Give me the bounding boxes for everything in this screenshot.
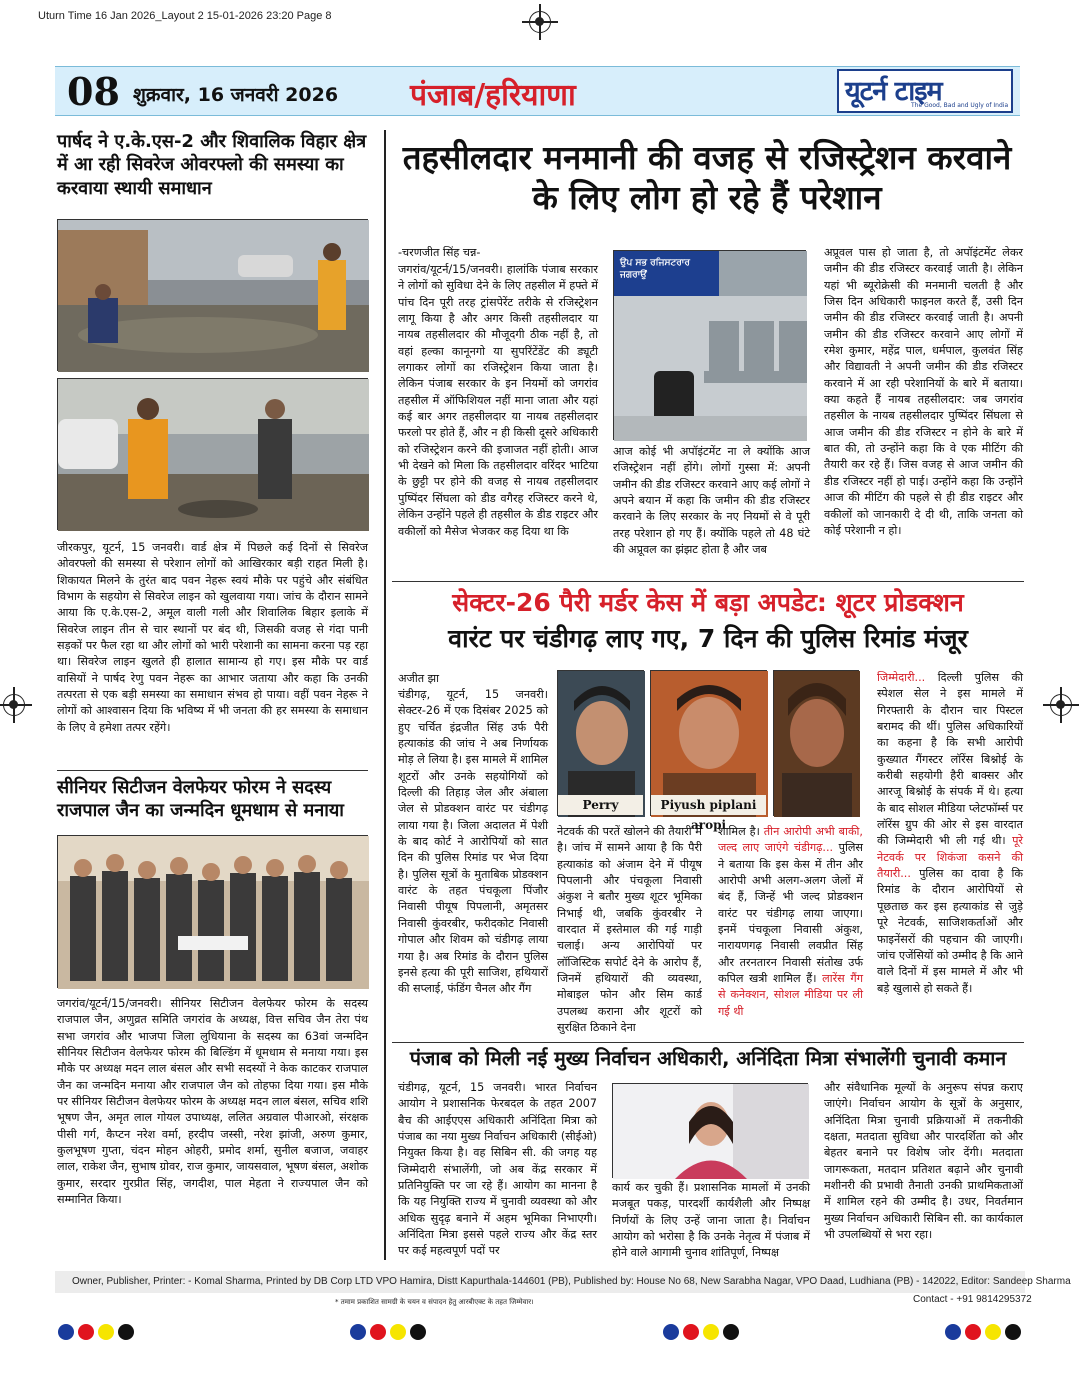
newspaper-logo (837, 69, 1013, 113)
murder-column-2: नेटवर्क की परतें खोलने की तैयारी में है। जांच में सामने आया है कि पैरी हत्याकांड को अंजाम देने में पीयूष पिपलानी और पंचकूला निवासी अंकुश ने बतौर मुख्य शूटर भूमिका निभाई थी, जबकि कुंवरबीर ने वारदात में इस्तेमाल की गई गाड़ी चलाई। अन्य आरोपियों पर लॉजिस्टिक सपोर्ट देने के आरोप हैं, जिनमें हथियारों की व्यवस्था, मोबाइल फोन और सिम कार्ड उपलब्ध कराना और शूटरों को सुरक्षित ठिकाने देना (557, 825, 702, 1035)
murder-headline-red: सेक्टर-26 पैरी मर्डर केस में बड़ा अपडेट: शूटर प्रोडक्शन (452, 588, 964, 617)
print-slug: Uturn Time 16 Jan 2026_Layout 2 15-01-2026 23:20 Page 8 (38, 10, 332, 22)
lead-byline: -चरणजीत सिंह चन्न- (398, 246, 481, 259)
story2-photo (57, 835, 368, 988)
story2-body: जगरांव/यूटर्न/15/जनवरी। सीनियर सिटीजन वेलफेयर फोरम के सदस्य राजपाल जैन, अणुव्रत समिति जगरांव के अध्यक्ष, वित्त सचिव जैन तेरा पंथ सभा जगरांव और भाजपा जिला लुधियाना के सदस्य का 63वां जन्मदिन सीनियर सिटीजन वेलफेयर फोरम की बिल्डिंग में धूमधाम से मनाया गया। इस मौके पर अध्यक्ष मदन लाल बंसल और सभी सदस्यों ने केक काटकर राजपाल जैन का जन्मदिन मनाया और राजपाल जैन को तोहफा दिया गया। इस मौके पर सीनियर सिटीजन वेलफेयर फोरम के अध्यक्ष मदन लाल बंसल, सचिव शशि भूषण जैन, अमृत लाल गोयल उपाध्यक्ष, ललित अग्रवाल पीआरओ, संरक्षक पीसी गर्ग, कैप्टन नरेश वर्मा, हरदीप जस्सी, नरेश झांजी, अरुण कुमार, कुलभूषण गुप्ता, चंदन मोहन ओहरी, प्रमोद शर्मा, सुनील बजाज, जवाहर लाल, राकेश जैन, सुभाष ग्रोवर, राज कुमार, जायसवाल, भूषण बंसल, अशोक कुमार, सरदार गुरप्रीत सिंह, जगदीश, पाल मेहता ने राज्यपाल जैन को सम्मानित किया। (57, 997, 368, 1207)
dot-magenta (370, 1324, 386, 1340)
election-column-2: कार्य कर चुकी हैं। प्रशासनिक मामलों में उनकी मजबूत पकड़, पारदर्शी कार्यशैली और निष्पक्ष निर्णयों के लिए उन्हें जाना जाता है। निर्वाचन आयोग को भरोसा है कि उनके नेतृत्व में पंजाब में होने वाले आगामी चुनाव शांतिपूर्ण, निष्पक्ष (612, 1181, 810, 1260)
dot-black (723, 1324, 739, 1340)
murder-col3-subhead-2: लारेंस गैंग से कनेक्शन, सोशल मीडिया पर ली गई थी (718, 972, 863, 1018)
photo-label-perry: Perry (558, 795, 643, 815)
dot-black (410, 1324, 426, 1340)
murder-byline: अजीत झा (398, 672, 440, 685)
dot-magenta (683, 1324, 699, 1340)
responsibility-note: * तमाम प्रकाशित सामग्री के चयन व संपादन हेतु आरबीएक्ट के तहत जिम्मेवार। (335, 1298, 534, 1306)
column-divider (384, 130, 386, 1260)
logo-tagline: The Good, Bad and Ugly of India (911, 102, 1009, 109)
murder-headline-black: वारंट पर चंडीगढ़ लाए गए, 7 दिन की पुलिस रिमांड मंजूर (448, 624, 968, 653)
story1-photo-bottom (57, 378, 368, 530)
murder-col3-text-b: पुलिस ने बताया कि इस केस में तीन और आरोपी अभी अलग-अलग जेलों में बंद हैं, जिन्हें भी जल्द प्रोडक्शन वारंट पर चंडीगढ़ लाया जाएगा। इनमें पंचकूला निवासी अंकुश, नारायणगढ़ निवासी लवप्रीत सिंह और तरनतारन निवासी संतोख उर्फ कपिल खत्री शामिल हैं। (718, 841, 863, 986)
issue-date: शुक्रवार, 16 जनवरी 2026 (133, 84, 339, 106)
election-headline: पंजाब को मिली नई मुख्य निर्वाचन अधिकारी, अनिंदिता मित्रा संभालेंगी चुनावी कमान (409, 1047, 1007, 1070)
murder-column-4 (877, 670, 1023, 1037)
election-column-3: और संवैधानिक मूल्यों के अनुरूप संपन्न कराए जाएंगे। निर्वाचन आयोग के सूत्रों के अनुसार, अनिंदिता मित्रा चुनावी प्रक्रियाओं में तकनीकी दक्षता, मतदाता सुविधा और पारदर्शिता को और बेहतर बनाने पर विशेष जोर देंगी। मतदाता जागरूकता, मतदान प्रतिशत बढ़ाने और चुनावी मशीनरी की प्रभावी तैनाती उनकी प्राथमिकताओं में शामिल रहने की उम्मीद है। उधर, निवर्तमान मुख्य निर्वाचन अधिकारी सिबिन सी. का कार्यकाल भी उपलब्धियों से भरा रहा। (824, 1081, 1023, 1242)
section-title: पंजाब/हरियाणा (410, 78, 576, 113)
color-registration-center-right (663, 1324, 743, 1340)
murder-col4-text-b: पुलिस का दावा है कि रिमांड के दौरान आरोपियों से पूछताछ कर इस हत्याकांड से जुड़े पूरे नेटवर्क, साजिशकर्ताओं और फाइनेंसरों की पहचान की जाएगी। जांच एजेंसियों को उम्मीद है कि आने वाले दिनों में इस मामले में और भी बड़े खुलासे हो सकते हैं। (877, 867, 1023, 995)
story1-headline: पार्षद ने ए.के.एस-2 और शिवालिक विहार क्षेत्र में आ रही सिवरेज ओवरफ्लो की समस्या का करवाया स्थायी समाधान (57, 131, 367, 199)
dot-yellow (390, 1324, 406, 1340)
dot-cyan (350, 1324, 366, 1340)
dot-black (1005, 1324, 1021, 1340)
accused-photo-third (773, 670, 859, 816)
lead-column-1: जगरांव/यूटर्न/15/जनवरी। हालांकि पंजाब सरकार ने लोगों को सुविधा देने के लिए तहसील में हफ्ते में पांच दिन पूरी तरह ट्रांसपेरेंट तरीके से रजिस्ट्रेशन लागू किया है और अगर किसी तहसीलदार या नायब तहसीलदार की मौजूदगी ठीक नहीं है, तो वहां हल्का कानूनगो या सुपरिंटेंडेंट की ड्यूटी लगाकर लोगों का रजिस्ट्रेशन किया जाता है। लेकिन पंजाब सरकार के इन नियमों को जगरांव तहसील में ऑफिशियल नहीं माना जाता और यहां कई बार अगर तहसीलदार या नायब तहसीलदार फरलो पर होते हैं, और न ही किसी दूसरे अधिकारी को रजिस्ट्रेशन करने की इजाजत नहीं होती। आज भी देखने को मिला कि तहसीलदार वरिंदर भाटिया के छुट्टी पर होने की वजह से नायब तहसीलदार पुष्पिंदर सिंघला को डीड वगैरह रजिस्टर करने थे, लेकिन उन्होंने पहले ही तहसील के डीड राइटर और वकीलों को मैसेज भेजकर कह दिया था कि (398, 263, 598, 538)
lead-column-2: आज कोई भी अपॉइंटमेंट ना ले क्योंकि आज रजिस्ट्रेशन नहीं होंगे। लोगों गुस्सा में: अपनी जमीन की डीड रजिस्टर करवाने आए कई लोगों ने अपने बयान में कहा कि जमीन की डीड रजिस्टर करवाने के लिए सरकार के नए नियमों से वे पूरी तरह परेशान हो गए हैं। क्योंकि पहले तो 48 घंटे की अप्रूवल का झंझट होता है और जब (613, 445, 810, 557)
lead-bottom-rule (392, 581, 1024, 582)
tehsil-sign-text: ਉਪ ਸਭ ਰਜਿਸਟਰਾਰ ਜਗਰਾਉਂ (620, 258, 690, 281)
registration-mark-right (1050, 694, 1072, 716)
dot-yellow (98, 1324, 114, 1340)
photo-label-piyush: Piyush piplani aropi (651, 795, 766, 815)
murder-bottom-rule (392, 1042, 1024, 1043)
dot-magenta (78, 1324, 94, 1340)
murder-col4-text-a: दिल्ली पुलिस की स्पेशल सेल ने इस मामले में गिरफ्तारी के दौरान चार पिस्टल बरामद की थीं। पुलिस अधिकारियों का कहना है कि सभी आरोपी कुख्यात गैंगस्टर लॉरेंस बिश्नोई के करीबी सहयोगी हैरी बाक्सर और आरजू बिश्नोई के संपर्क में थे। हत्या के बाद सोशल मीडिया प्लेटफॉर्म्स पर लॉरेंस ग्रुप की ओर से इस वारदात की जिम्मेदारी भी ली गई थी। (877, 671, 1023, 848)
logo-text: यूटर्न टाइम (845, 76, 942, 107)
murder-column-3 (718, 824, 863, 1037)
registration-mark-left (3, 694, 25, 716)
murder-col4-subhead-2: पूरे नेटवर्क पर शिकंजा कसने की तैयारी... (877, 834, 1023, 881)
story1-photo-top (57, 219, 368, 371)
page-number: 08 (67, 69, 120, 114)
contact-number: Contact - +91 9814295372 (913, 1294, 1032, 1305)
imprint-line: Owner, Publisher, Printer: - Komal Sharma, Printed by DB Corp LTD VPO Hamira, Distt Kapurthala-144601 (PB), Published by: House No 68, New Sarabha Nagar, VPO Daad, Ludhiana (PB) - 142022, Editor: Sandeep Sharma (72, 1276, 1071, 1287)
election-officer-photo (612, 1083, 808, 1178)
lead-headline: तहसीलदार मनमानी की वजह से रजिस्ट्रेशन करवाने के लिए लोग हो रहे हैं परेशान (402, 138, 1012, 217)
election-column-1: चंडीगढ़, यूटर्न, 15 जनवरी। भारत निर्वाचन आयोग ने प्रशासनिक फेरबदल के तहत 2007 बैच की आईएएस अधिकारी अनिंदिता मित्रा को पंजाब का नया मुख्य निर्वाचन अधिकारी (सीईओ) नियुक्त किया है। वह सिबिन सी. की जगह यह जिम्मेदारी संभालेंगी, जो अब केंद्र सरकार में प्रतिनियुक्ति पर जा रहे हैं। आयोग का मानना है कि यह नियुक्ति राज्य में चुनावी व्यवस्था को और अधिक सुदृढ़ बनाने में अहम भूमिका निभाएगी। अनिंदिता मित्रा इससे पहले राज्य और केंद्र स्तर पर कई महत्वपूर्ण पदों पर (398, 1081, 597, 1258)
murder-col3-subhead-1: तीन आरोपी अभी बाकी, जल्द लाए जाएंगे चंडीगढ़... (718, 825, 863, 855)
color-registration-right (945, 1324, 1025, 1340)
lead-column-3: अप्रूवल पास हो जाता है, तो अपॉइंटमेंट लेकर जमीन की डीड रजिस्टर करवाई जाती है। लेकिन यहां भी ब्यूरोक्रेसी की मनमानी चलती है और जिस दिन अधिकारी फाइनल करते हैं, उसी दिन जमीन की डीड रजिस्टर करवाई जाती है। अपनी जमीन की डीड रजिस्टर करवाने आए लोगों में रमेश कुमार, महेंद्र पाल, धर्मपाल, कुलवंत सिंह और विद्यावती ने अपनी जमीन की डीड रजिस्टर करवाने में आ रही परेशानियों के बारे में बताया। क्या कहते हैं नायब तहसीलदार: जब जगरांव तहसील के नायब तहसीलदार पुष्पिंदर सिंघला से आज जमीन की डीड रजिस्टर न होने के बारे में बात की, तो उन्होंने कहा कि वे एक मीटिंग की तैयारी कर रहे हैं। जिस वजह से आज जमीन की डीड रजिस्टर नहीं हो पाई। उन्होंने कहा कि उन्होंने आज की मीटिंग की पहले से ही डीड राइटर और वकीलों को जानकारी दे दी थी, ताकि जनता को कोई परेशानी न हो। (824, 246, 1023, 537)
left-column-divider (57, 770, 368, 771)
color-registration-left (58, 1324, 138, 1340)
registration-mark-top (529, 11, 551, 33)
dot-black (118, 1324, 134, 1340)
dot-yellow (703, 1324, 719, 1340)
page-header (55, 66, 1020, 116)
color-registration-center-left (350, 1324, 430, 1340)
dot-yellow (985, 1324, 1001, 1340)
lead-photo (613, 250, 806, 440)
accused-photo-perry (557, 670, 644, 816)
murder-col3-text-a: शामिल है। (718, 825, 760, 838)
dot-magenta (965, 1324, 981, 1340)
dot-cyan (663, 1324, 679, 1340)
murder-col4-subhead-1: जिम्मेदारी... (877, 671, 926, 684)
dot-cyan (58, 1324, 74, 1340)
story2-headline: सीनियर सिटीजन वेलफेयर फोरम ने सदस्य राजपाल जैन का जन्मदिन धूमधाम से मनाया (57, 777, 344, 822)
story1-body: जीरकपुर, यूटर्न, 15 जनवरी। वार्ड क्षेत्र में पिछले कई दिनों से सिवरेज ओवरफ्लो की समस्या से परेशान लोगों को आखिरकार बड़ी राहत मिली है। शिकायत मिलने के तुरंत बाद पवन नेहरू स्वयं मौके पर पहुंचे और संबंधित विभाग के सहयोग से सिवरेज लाइन को खुलवाया गया। जांच के दौरान सामने आया कि ए.के.एस-2, अमूल वाली गली और शिवालिक बिहार इलाके में सिवरेज लाइन तीन से चार स्थानों पर बंद थी, जिसकी वजह से गंदा पानी सड़कों पर फैल रहा था और लोगों को भारी परेशानी का सामना करना पड़ रहा था। सिवरेज लाइन खुलते ही हालात सामान्य हो गए। इस मौके पर वार्ड वासियों ने पार्षद रेणु पवन नेहरू का आभार जताया और कहा कि उनकी तत्परता से एक बड़ी समस्या का समाधान संभव हो पाया। वहीं पवन नेहरू ने लोगों को आश्वासन दिया कि भविष्य में भी जनता की हर समस्या के समाधान के लिए वे हमेशा तत्पर रहेंगे। (57, 541, 368, 734)
dot-cyan (945, 1324, 961, 1340)
murder-column-1: चंडीगढ़, यूटर्न, 15 जनवरी। सेक्टर-26 में एक दिसंबर 2025 को हुए चर्चित इंद्रजीत सिंह उर्फ पैरी हत्याकांड की जांच ने अब निर्णायक मोड़ ले लिया है। इस मामले में शामिल शूटरों और उनके सहयोगियों को दिल्ली की तिहाड़ जेल और अंबाला जेल से प्रोडक्शन वारंट पर चंडीगढ़ लाया गया है। जिला अदालत में पेशी के बाद कोर्ट ने आरोपियों को सात दिन की पुलिस रिमांड पर भेज दिया है। पुलिस सूत्रों के मुताबिक प्रोडक्शन वारंट के तहत पंचकूला पिंजौर निवासी पीयूष पिपलानी, अमृतसर निवासी कुंवरबीर, फरीदकोट निवासी गोपाल और शिवम को चंडीगढ़ लाया गया है। अब रिमांड के दौरान पुलिस इनसे हत्या की पूरी साजिश, हथियारों की सप्लाई, फंडिंग चैनल और गैंग (398, 688, 548, 996)
